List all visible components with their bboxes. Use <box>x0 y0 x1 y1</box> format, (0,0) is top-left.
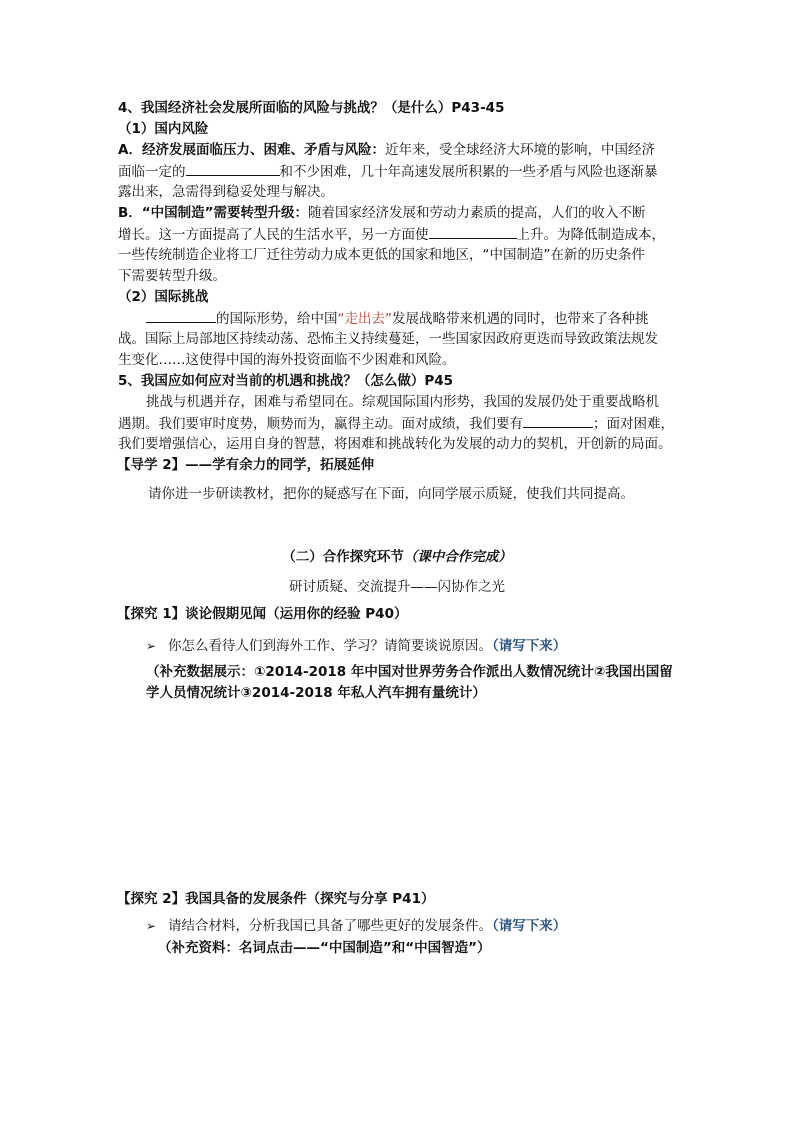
section4-b-line4: 下需要转型升级。 <box>118 268 226 284</box>
section4-b-text2a: 增长。这一方面提高了人民的生活水平，另一方面使 <box>118 227 429 243</box>
explore1-supp-line1: （补充数据展示：①2014-2018 年中国对世界劳务合作派出人数情况统计②我国出国留 <box>146 664 673 680</box>
section4-b-text2b: 上升。为降低制造成本， <box>516 227 665 243</box>
section4-a-text2b: 和不少困难，几十年高速发展所积累的一些矛盾与风险也逐渐暴 <box>279 164 658 180</box>
explore1-write-note: （请写下来） <box>492 638 567 654</box>
explore1-question-line <box>146 636 566 657</box>
section4-b-line1 <box>118 203 646 224</box>
fill-blank-2[interactable] <box>429 224 517 239</box>
guide2-text: 请你进一步研读教材，把你的疑惑写在下面，向同学展示质疑，使我们共同提高。 <box>148 486 634 502</box>
section5-line3: 我们要增强信心，运用自身的智慧，将困难和挑战转化为发展的动力的契机，开创新的局面。 <box>118 436 672 452</box>
fill-blank-1[interactable] <box>186 161 280 176</box>
section4-a-line3: 露出来，急需得到稳妥处理与解决。 <box>118 184 334 200</box>
explore1-title: 【探究 1】谈论假期见闻（运用你的经验 P40） <box>117 606 408 622</box>
section5-line2 <box>118 413 674 435</box>
arrow-bullet-icon: ➢ <box>146 639 157 653</box>
section4-c-text1a: 的国际形势，给中国 <box>216 311 338 327</box>
section4-a-text1: 近年来，受全球经济大环境的影响，中国经济 <box>384 142 655 158</box>
section4-a-line1 <box>118 140 655 161</box>
section4-title: 4、我国经济社会发展所面临的风险与挑战？（是什么）P43-45 <box>118 100 505 116</box>
section5-text2a: 遇期。我们要审时度势，顺势而为，赢得主动。面对成绩，我们要有 <box>118 416 523 432</box>
section4-c-line3: 生变化……这使得中国的海外投资面临不少困难和风险。 <box>118 352 456 368</box>
explore2-question-line <box>146 916 566 937</box>
section4-c-line2: 战。国际上局部地区持续动荡、恐怖主义持续蔓延，一些国家因政府更迭而导致政策法规发 <box>118 331 658 347</box>
explore2-write-note: （请写下来） <box>492 918 567 934</box>
explore1-question: 你怎么看待人们到海外工作、学习？请简要谈说原因。 <box>168 638 492 654</box>
section4-b-text1: 随着国家经济发展和劳动力素质的提高，人们的收入不断 <box>308 205 646 221</box>
section4-b-line2 <box>118 224 665 246</box>
section4-a-line2 <box>118 161 658 183</box>
explore1-supp-line2: 学人员情况统计③2014-2018 年私人汽车拥有量统计） <box>146 685 486 701</box>
section4-c-line1 <box>146 308 649 330</box>
section4-sub1: （1）国内风险 <box>118 121 209 137</box>
section4-a-heading: A．经济发展面临压力、困难、矛盾与风险： <box>118 142 385 158</box>
fill-blank-3[interactable] <box>146 308 216 323</box>
section4-c-text1b: “走出去” <box>337 311 392 327</box>
section4-c-text1c: 发展战略带来机遇的同时，也带来了各种挑 <box>392 311 649 327</box>
explore2-title: 【探究 2】我国具备的发展条件（探究与分享 P41） <box>117 891 435 907</box>
part2-title-main: （二）合作探究环节 <box>282 549 404 565</box>
part2-subtitle: 研讨质疑、交流提升——闪协作之光 <box>289 579 505 595</box>
section4-a-text2a: 面临一定的 <box>118 164 186 180</box>
arrow-bullet-icon: ➢ <box>146 919 157 933</box>
section4-b-line3: 一些传统制造企业将工厂迁往劳动力成本更低的国家和地区，“中国制造”在新的历史条件 <box>118 247 645 263</box>
fill-blank-4[interactable] <box>523 413 593 428</box>
part2-title-note: （课中合作完成） <box>403 549 512 565</box>
explore2-question: 请结合材料，分析我国已具备了哪些更好的发展条件。 <box>168 918 492 934</box>
section5-text2b: ；面对困难， <box>593 416 674 432</box>
section4-b-heading: B．“中国制造”需要转型升级： <box>118 205 309 221</box>
section4-sub2: （2）国际挑战 <box>118 289 209 305</box>
explore2-supp: （补充资料：名词点击——“中国制造”和“中国智造”） <box>158 940 491 956</box>
section5-title: 5、我国应如何应对当前的机遇和挑战？（怎么做）P45 <box>118 373 454 389</box>
part2-title <box>0 547 794 568</box>
guide2-title: 【导学 2】——学有余力的同学，拓展延伸 <box>117 457 375 473</box>
section5-line1: 挑战与机遇并存，困难与希望同在。综观国际国内形势，我国的发展仍处于重要战略机 <box>146 394 659 410</box>
